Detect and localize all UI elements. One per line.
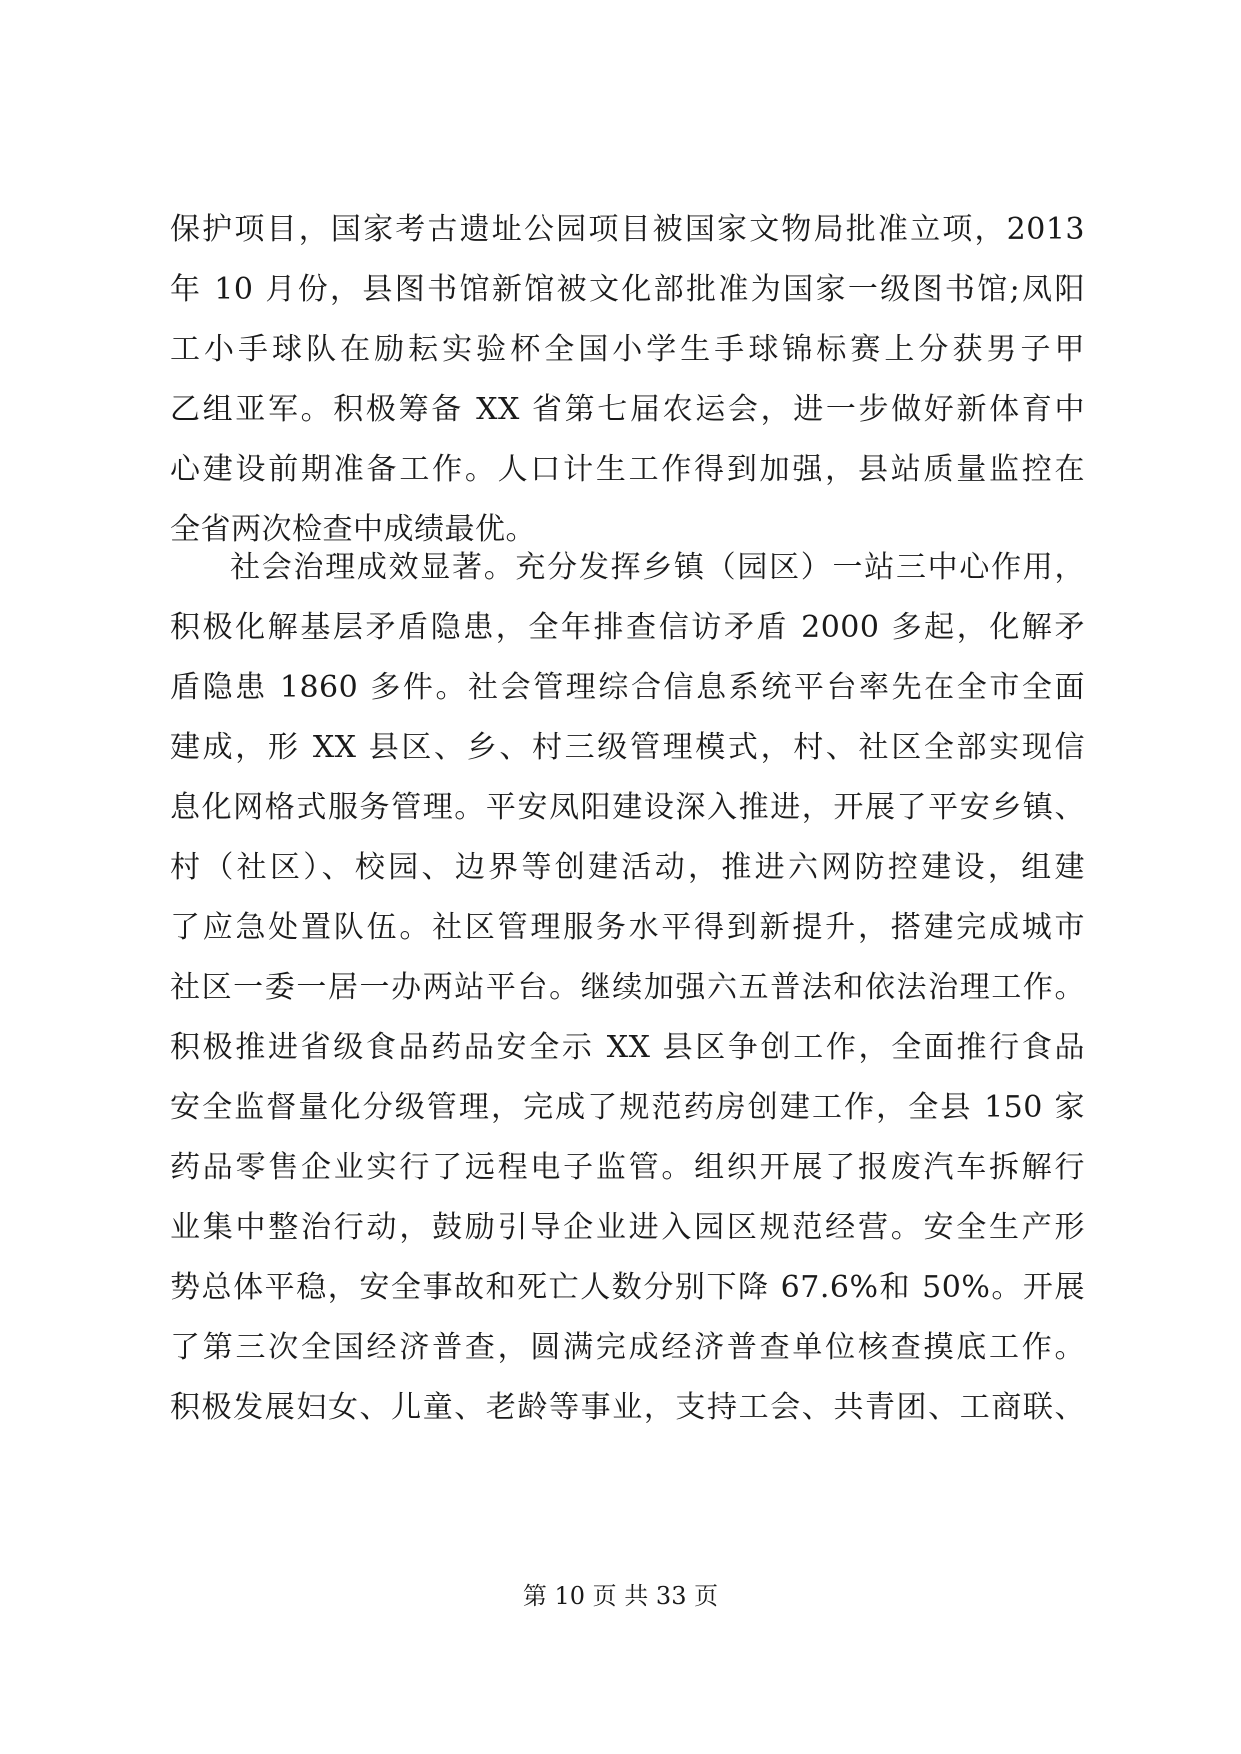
- paragraph-line: 安全监督量化分级管理，完成了规范药房创建工作，全县 150 家: [170, 1090, 1085, 1125]
- paragraph-line: 势总体平稳，安全事故和死亡人数分别下降 67.6%和 50%。开展: [170, 1270, 1085, 1305]
- paragraph-line: 药品零售企业实行了远程电子监管。组织开展了报废汽车拆解行: [170, 1150, 1085, 1185]
- paragraph-line: 了第三次全国经济普查，圆满完成经济普查单位核查摸底工作。: [170, 1330, 1085, 1365]
- paragraph-line: 业集中整治行动，鼓励引导企业进入园区规范经营。安全生产形: [170, 1210, 1085, 1245]
- paragraph-line: 社区一委一居一办两站平台。继续加强六五普法和依法治理工作。: [170, 970, 1085, 1005]
- paragraph-line: 息化网格式服务管理。平安凤阳建设深入推进，开展了平安乡镇、: [170, 790, 1085, 825]
- paragraph-line: 社会治理成效显著。充分发挥乡镇（园区）一站三中心作用，: [230, 550, 1085, 585]
- paragraph-line: 建成，形 XX 县区、乡、村三级管理模式，村、社区全部实现信: [170, 730, 1085, 765]
- paragraph-line: 工小手球队在励耘实验杯全国小学生手球锦标赛上分获男子甲: [170, 332, 1085, 367]
- paragraph-line: 积极化解基层矛盾隐患，全年排查信访矛盾 2000 多起，化解矛: [170, 610, 1085, 645]
- paragraph-line: 乙组亚军。积极筹备 XX 省第七届农运会，进一步做好新体育中: [170, 392, 1085, 427]
- paragraph-line: 全省两次检查中成绩最优。: [170, 512, 536, 547]
- paragraph-line: 积极发展妇女、儿童、老龄等事业，支持工会、共青团、工商联、: [170, 1390, 1085, 1425]
- paragraph-1: [170, 200, 1085, 560]
- paragraph-line: 保护项目，国家考古遗址公园项目被国家文物局批准立项，2013: [170, 212, 1085, 247]
- paragraph-line: 盾隐患 1860 多件。社会管理综合信息系统平台率先在全市全面: [170, 670, 1085, 705]
- paragraph-line: 年 10 月份，县图书馆新馆被文化部批准为国家一级图书馆;凤阳: [170, 272, 1085, 307]
- paragraph-line: 了应急处置队伍。社区管理服务水平得到新提升，搭建完成城市: [170, 910, 1085, 945]
- page-number: 第 10 页 共 33 页: [522, 1582, 719, 1610]
- paragraph-line: 积极推进省级食品药品安全示 XX 县区争创工作，全面推行食品: [170, 1030, 1085, 1065]
- page-footer: [0, 1581, 1241, 1611]
- paragraph-line: 村（社区）、校园、边界等创建活动，推进六网防控建设，组建: [170, 850, 1085, 885]
- paragraph-line: 心建设前期准备工作。人口计生工作得到加强，县站质量监控在: [170, 452, 1085, 487]
- paragraph-2: [170, 538, 1085, 1438]
